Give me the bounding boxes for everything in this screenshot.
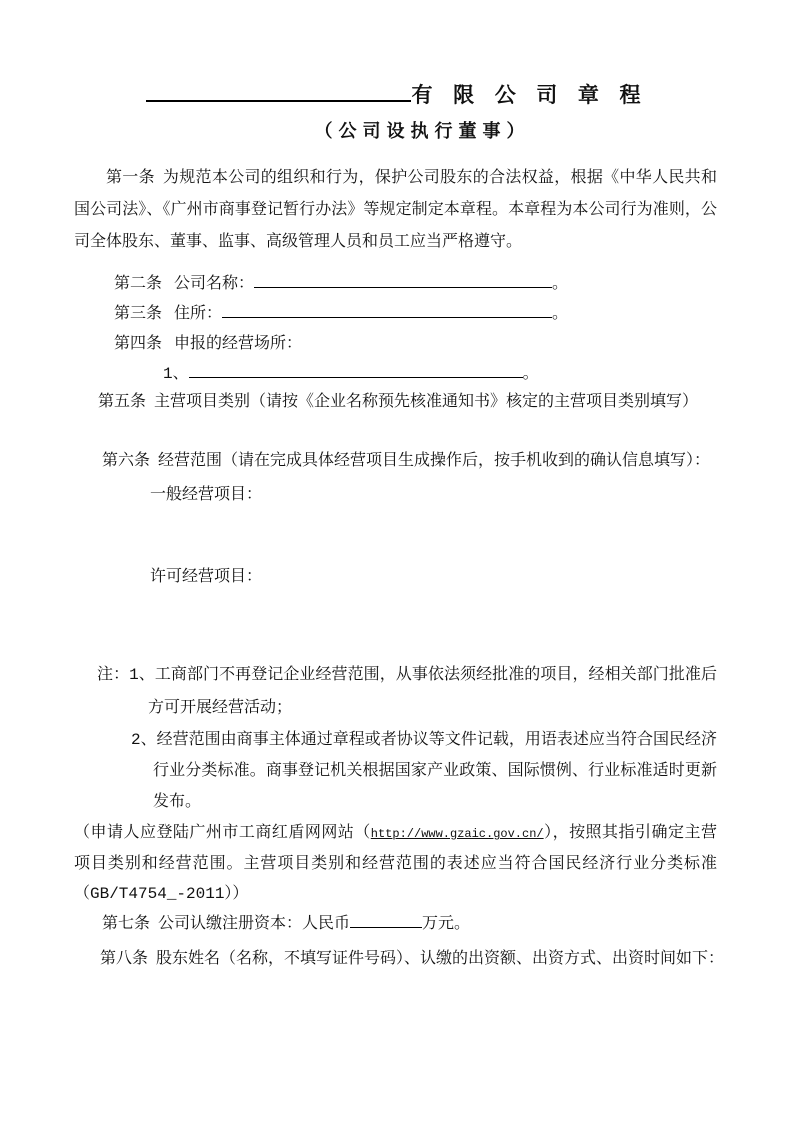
premises-item-number: 1、 (163, 365, 189, 383)
note-item-1: 注：1、工商部门不再登记企业经营范围，从事依法须经批准的项目，经相关部门批准后方可开展经营活动； (97, 666, 717, 717)
article-4 (74, 329, 717, 359)
article-3-text: 住所： (174, 305, 223, 323)
company-name-field-blank[interactable] (254, 269, 552, 288)
note-item-2: 2、经营范围由商事主体通过章程或者协议等文件记载，用语表述应当符合国民经济行业分类标准。商事登记机关根据国家产业政策、国际惯例、行业标准适时更新发布。 (131, 731, 717, 811)
gb-standard-code: （GB/T4754_-2011）） (74, 885, 249, 903)
article-4-premises-line (74, 359, 717, 387)
article-3-period: 。 (552, 305, 569, 323)
address-field-blank[interactable] (222, 299, 552, 318)
article-2 (74, 269, 717, 299)
article-1 (74, 162, 717, 258)
article-4-period: 。 (522, 365, 539, 383)
article-7-suffix: 万元。 (422, 915, 471, 933)
article-8-text: 股东姓名（名称，不填写证件号码）、认缴的出资额、出资方式、出资时间如下： (156, 950, 725, 968)
article-8-label: 第八条 (100, 950, 149, 968)
article-5-text: 主营项目类别（请按《企业名称预先核准通知书》核定的主营项目类别填写） (154, 393, 699, 411)
article-6-label: 第六条 (102, 452, 151, 470)
website-note-after-link: ），按照其指引确定主营项目类别和经营范围。主营项目类别和经营范围的表述应当符合国民经济行业分类标准 (74, 824, 717, 873)
website-note (74, 818, 717, 909)
premises-field-blank[interactable] (189, 359, 523, 378)
article-1-text: 为规范本公司的组织和行为，保护公司股东的合法权益，根据《中华人民共和国公司法》、《广州市商事登记暂行办法》等规定制定本章程。本章程为本公司行为准则，公司全体股东、董事、监事、高级管理人员和员工应当严格遵守。 (74, 169, 717, 251)
article-7 (74, 909, 717, 938)
article-6 (74, 446, 717, 476)
article-4-text: 申报的经营场所： (174, 335, 303, 353)
capital-amount-blank[interactable] (350, 909, 422, 928)
website-note-before-link: （申请人应登陆广州市工商红盾网网站（ (74, 824, 371, 842)
article-5-label: 第五条 (98, 393, 147, 411)
article-2-text: 公司名称： (174, 275, 255, 293)
document-subtitle: （公司设执行董事） (314, 123, 531, 143)
document-title: 有 限 公 司 章 程 (411, 86, 645, 109)
article-5 (74, 387, 717, 417)
article-8 (74, 944, 725, 974)
article-6-text: 经营范围（请在完成具体经营项目生成操作后，按手机收到的确认信息填写）： (158, 452, 711, 470)
article-1-label: 第一条 (106, 169, 155, 187)
article-7-label: 第七条 (102, 915, 151, 933)
article-3-label: 第三条 (114, 305, 163, 323)
article-2-label: 第二条 (114, 275, 163, 293)
article-2-period: 。 (552, 275, 569, 293)
general-business-items-label: 一般经营项目： (150, 486, 263, 504)
gzaic-website-link[interactable]: http://www.gzaic.gov.cn/ (370, 827, 544, 841)
article-4-label: 第四条 (114, 335, 163, 353)
title-row (74, 74, 717, 110)
article-3 (74, 299, 717, 329)
licensed-business-items-label: 许可经营项目： (150, 568, 263, 586)
article-7-text: 公司认缴注册资本：人民币 (158, 915, 351, 933)
company-name-blank-line[interactable] (146, 74, 411, 102)
